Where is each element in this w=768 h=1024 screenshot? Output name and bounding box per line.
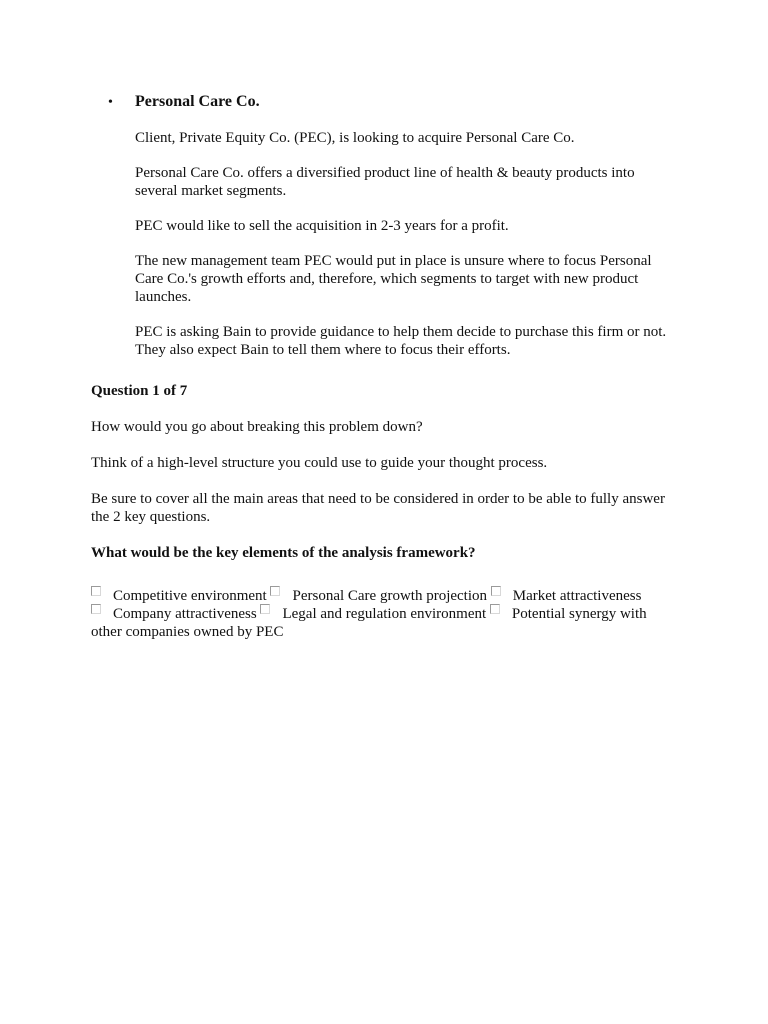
option-potential-synergy[interactable] [490, 606, 647, 622]
case-paragraph: The new management team PEC would put in place is unsure where to focus Personal Care Co.'s growth efforts and, therefore, which segments to target with new product launches. [135, 253, 652, 305]
option-label: Potential synergy with [511, 606, 647, 622]
checkbox-market-attractiveness[interactable] [491, 586, 501, 596]
answer-options [91, 583, 681, 646]
option-label: Market attractiveness [512, 588, 642, 604]
checkbox-competitive-environment[interactable] [91, 586, 101, 596]
option-label: Personal Care growth projection [292, 588, 488, 604]
checkbox-potential-synergy[interactable] [490, 604, 500, 614]
case-heading [108, 93, 688, 112]
option-label: Company attractiveness [113, 606, 257, 622]
case-section [108, 93, 688, 359]
checkbox-growth-projection[interactable] [270, 586, 280, 596]
option-label: Legal and regulation environment [282, 606, 487, 622]
case-paragraph: PEC would like to sell the acquisition in 2-3 years for a profit. [135, 218, 509, 234]
checkbox-company-attractiveness[interactable] [91, 604, 101, 614]
option-label: Competitive environment [113, 588, 267, 604]
question-prompt: How would you go about breaking this problem down? [91, 419, 423, 435]
question-section [91, 382, 681, 562]
question-prompt: Think of a high-level structure you could use to guide your thought process. [91, 455, 548, 471]
case-paragraph: PEC is asking Bain to provide guidance to help them decide to purchase this firm or not. They also expect Bain to tell them where to focus their efforts. [135, 324, 667, 358]
option-legal-regulation[interactable] [260, 606, 486, 622]
case-paragraph: Personal Care Co. offers a diversified product line of health & beauty products into several market segments. [135, 165, 635, 199]
case-description [135, 129, 680, 359]
bullet-dot-icon: • [108, 95, 113, 110]
question-label: Question 1 of 7 [91, 383, 188, 399]
checkbox-legal-regulation[interactable] [260, 604, 270, 614]
case-paragraph: Client, Private Equity Co. (PEC), is looking to acquire Personal Care Co. [135, 130, 575, 146]
question-ask: What would be the key elements of the analysis framework? [91, 545, 476, 561]
option-label-continuation: other companies owned by PEC [91, 624, 284, 640]
case-title: Personal Care Co. [135, 93, 260, 110]
question-prompt: Be sure to cover all the main areas that need to be considered in order to be able to fully answer the 2 key questions. [91, 491, 665, 525]
